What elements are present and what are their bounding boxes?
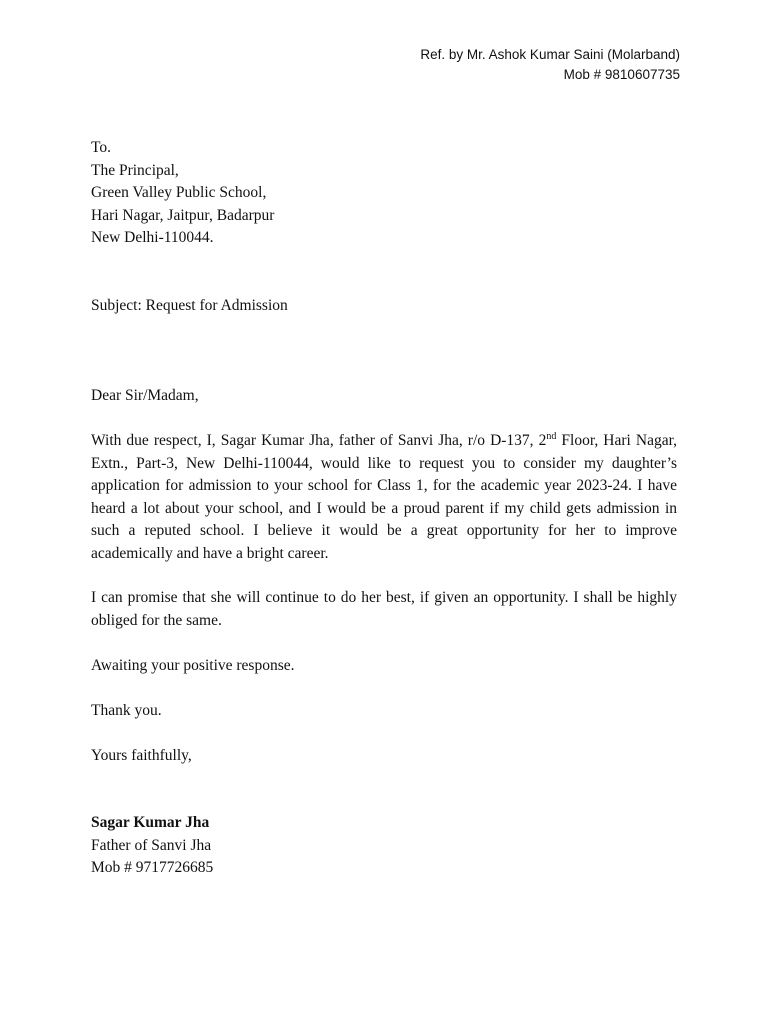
signatory-relation: Father of Sanvi Jha: [91, 836, 212, 854]
para1-text-start: With due respect, I, Sagar Kumar Jha, father of Sanvi Jha, r/o D-137, 2: [91, 432, 547, 449]
body-paragraph-request: [91, 430, 677, 565]
reference-line: Ref. by Mr. Ashok Kumar Saini (Molarband): [420, 47, 680, 62]
body-paragraph-awaiting: Awaiting your positive response.: [91, 657, 295, 674]
recipient-city: New Delhi-110044.: [91, 229, 214, 246]
para1-text-end: Floor, Hari Nagar, Extn., Part-3, New Delhi-110044, would like to request you to consider my daughter’s application for admission to your school for Class 1, for the academic year 2023-24. I have heard a lot about your school, and I would be a proud parent if my child gets admission in such a reputed school. I believe it would be a great opportunity for her to improve academically and have a bright career.: [91, 432, 677, 562]
subject-line: Subject: Request for Admission: [91, 297, 288, 314]
recipient-title: The Principal,: [91, 161, 179, 179]
recipient-address: [91, 137, 274, 250]
recipient-to: To.: [91, 139, 112, 156]
reference-mobile: Mob # 9810607735: [563, 66, 680, 82]
ordinal-superscript: nd: [546, 430, 557, 442]
recipient-locality: Hari Nagar, Jaitpur, Badarpur: [91, 206, 275, 224]
recipient-school: Green Valley Public School,: [91, 184, 267, 201]
thanks-line: Thank you.: [91, 702, 162, 719]
reference-block: [420, 45, 680, 84]
salutation: Dear Sir/Madam,: [91, 387, 199, 404]
signatory-mobile: Mob # 9717726685: [91, 859, 214, 876]
body-paragraph-promise: I can promise that she will continue to do her best, if given an opportunity. I shall be highly obliged for the same.: [91, 589, 677, 629]
signature-block: [91, 812, 213, 880]
closing-line: Yours faithfully,: [91, 747, 192, 764]
signatory-name: Sagar Kumar Jha: [91, 814, 210, 831]
